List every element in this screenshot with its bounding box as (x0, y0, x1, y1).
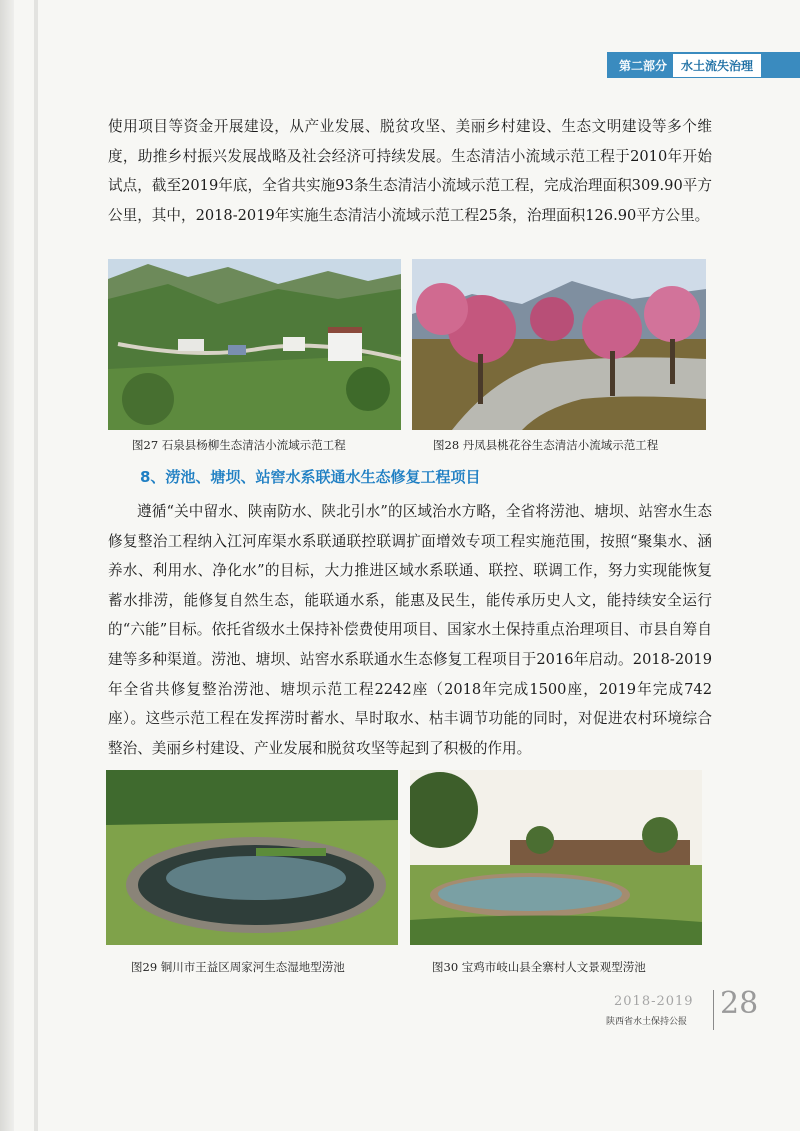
figure-27-caption: 图27 石泉县杨柳生态清洁小流域示范工程 (132, 438, 346, 452)
figure-29-caption: 图29 铜川市王益区周家河生态湿地型涝池 (131, 960, 345, 974)
figure-30-photo (410, 770, 702, 945)
figure-28-photo (412, 259, 706, 430)
figure-27-photo (108, 259, 401, 430)
paragraph-1: 使用项目等资金开展建设，从产业发展、脱贫攻坚、美丽乡村建设、生态文明建设等多个维度，助推乡村振兴发展战略及社会经济可持续发展。生态清洁小流域示范工程于2010年开始试点，截至2019年底，全省共实施93条生态清洁小流域示范工程，完成治理面积309.90平方公里，其中，2018-2019年实施生态清洁小流域示范工程25条，治理面积126.90平方公里。 (108, 118, 712, 224)
page-shadow (0, 0, 14, 1131)
figure-28-caption: 图28 丹凤县桃花谷生态清洁小流域示范工程 (433, 438, 659, 452)
header-part-label: 第二部分 (619, 58, 668, 73)
footer-divider (713, 990, 714, 1030)
page-number: 28 (720, 986, 759, 1021)
paragraph-2: 遵循“关中留水、陕南防水、陕北引水”的区域治水方略，全省将涝池、塘坝、站窖水生态修复整治工程纳入江河库渠水系联通联控联调扩面增效专项工程实施范围，按照“聚集水、涵养水、利用水、净化水”的目标，大力推进区域水系联通、联控、联调工作，努力实现能恢复蓄水排涝，能修复自然生态，能联通水系，能惠及民生，能传承历史人文，能持续安全运行的“六能”目标。依托省级水土保持补偿费使用项目、国家水土保持重点治理项目、市县自筹自建等多种渠道。涝池、塘坝、站窖水系联通水生态修复工程项目于2016年启动。2018-2019年全省共修复整治涝池、塘坝示范工程2242座（2018年完成1500座，2019年完成742座）。这些示范工程在发挥涝时蓄水、旱时取水、枯丰调节功能的同时，对促进农村环境综合整治、美丽乡村建设、产业发展和脱贫攻坚等起到了积极的作用。 (108, 503, 712, 757)
figure-30-caption: 图30 宝鸡市岐山县全寨村人文景观型涝池 (432, 960, 646, 974)
footer-year: 2018-2019 (614, 994, 694, 1009)
section-header-bar (607, 52, 800, 78)
footer-publication: 陕西省水土保持公报 (606, 1017, 688, 1027)
section-heading: 8、涝池、塘坝、站窖水系联通水生态修复工程项目 (140, 468, 481, 486)
header-title: 水土流失治理 (673, 54, 761, 77)
figure-29-photo (106, 770, 398, 945)
page-fold-line (34, 0, 38, 1131)
